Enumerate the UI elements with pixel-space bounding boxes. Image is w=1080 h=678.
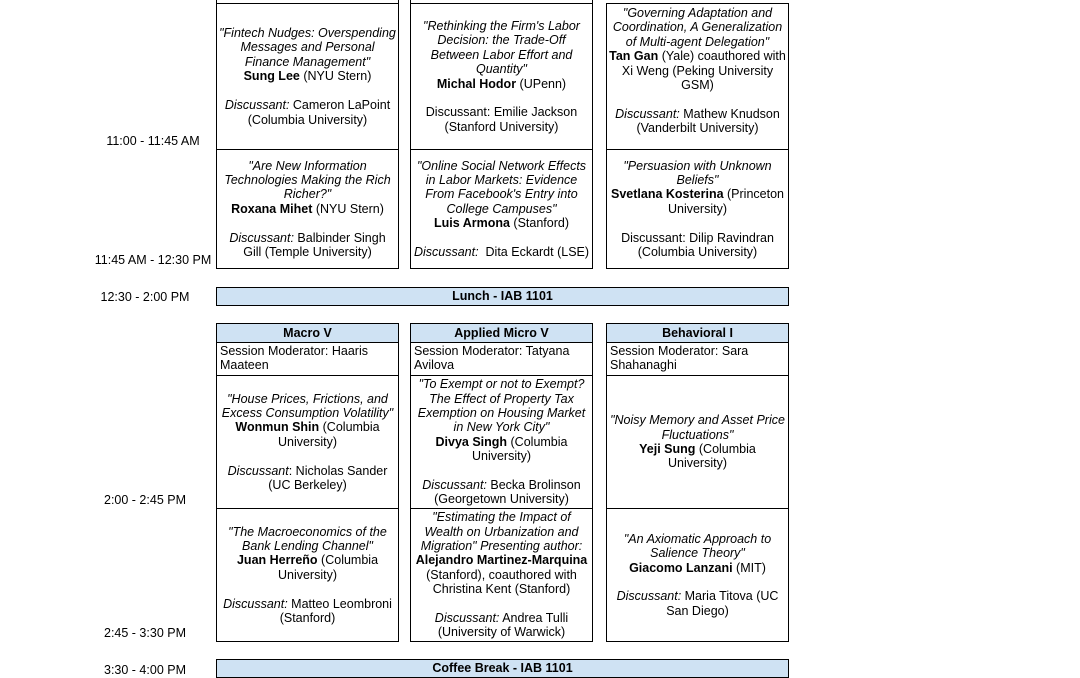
time-label: 2:00 - 2:45 PM	[104, 493, 186, 507]
discussant: Discussant: Matteo Leombroni (Stanford)	[223, 596, 392, 625]
discussant: Discussant: Cameron LaPoint (Columbia University)	[224, 98, 391, 127]
discussant: Discussant: Emilie Jackson (Stanford University)	[425, 105, 578, 134]
time-label: 11:45 AM - 12:30 PM	[94, 253, 212, 267]
paper-title: "Noisy Memory and Asset Price Fluctuations"	[610, 413, 785, 442]
paper-title: "Online Social Network Effects in Labor Markets: Evidence From Facebook's Entry into College Campuses"	[416, 158, 587, 216]
discussant: Discussant: Mathew Knudson (Vanderbilt University)	[615, 106, 780, 136]
session-cell	[606, 375, 789, 509]
session-moderator: Session Moderator: Haaris Maateen	[216, 342, 399, 376]
coffee-banner: Coffee Break - IAB 1101	[216, 659, 789, 678]
session-cell	[216, 149, 399, 269]
session-cell	[606, 508, 789, 642]
session-cell	[410, 149, 593, 269]
paper-author: Svetlana Kosterina (Princeton University)	[611, 187, 784, 216]
time-label: 2:45 - 3:30 PM	[104, 626, 186, 640]
session-cell	[216, 375, 399, 509]
paper-title: "Governing Adaptation and Coordination, A Generalization of Multi-agent Delegation"	[612, 6, 783, 49]
session-header: Applied Micro V	[410, 323, 593, 343]
paper-title: "An Axiomatic Approach to Salience Theory"	[623, 531, 772, 561]
paper-author: Divya Singh (Columbia University)	[435, 434, 568, 464]
paper-author: Tan Gan (Yale) coauthored with Xi Weng (Peking University GSM)	[609, 49, 786, 93]
paper-author: Juan Herreño (Columbia University)	[236, 553, 379, 582]
session-header: Behavioral I	[606, 323, 789, 343]
session-cell	[410, 508, 593, 642]
paper-title: "The Macroeconomics of the Bank Lending Channel"	[228, 524, 387, 553]
time-label: 12:30 - 2:00 PM	[100, 290, 190, 304]
paper-title: "To Exempt or not to Exempt? The Effect of Property Tax Exemption on Housing Market in New York City"	[417, 377, 586, 435]
paper-title: "Rethinking the Firm's Labor Decision: the Trade-Off Between Labor Effort and Quantity"	[423, 18, 580, 77]
discussant: Discussant: Dita Eckardt (LSE)	[413, 245, 590, 259]
time-label: 11:00 - 11:45 AM	[106, 134, 200, 148]
session-cell	[606, 3, 789, 150]
discussant: Discussant: Becka Brolinson (Georgetown University)	[422, 478, 581, 507]
paper-title: "House Prices, Frictions, and Excess Consumption Volatility"	[221, 391, 394, 420]
paper-author: Yeji Sung (Columbia University)	[639, 442, 756, 471]
session-moderator: Session Moderator: Sara Shahanaghi	[606, 342, 789, 376]
discussant: Discussant: Nicholas Sander (UC Berkeley)	[227, 463, 388, 492]
discussant: Discussant: Andrea Tulli (University of Warwick)	[434, 611, 569, 640]
session-cell	[606, 149, 789, 269]
session-cell	[216, 508, 399, 642]
discussant: Discussant: Maria Titova (UC San Diego)	[616, 589, 779, 618]
paper-title: "Persuasion with Unknown Beliefs"	[623, 158, 772, 187]
discussant: Discussant: Balbinder Singh Gill (Temple University)	[229, 230, 386, 259]
time-label: 3:30 - 4:00 PM	[104, 663, 186, 677]
discussant: Discussant: Dilip Ravindran (Columbia University)	[621, 230, 774, 259]
paper-author: Alejandro Martinez-Marquina (Stanford), coauthored with Christina Kent (Stanford)	[415, 553, 588, 597]
lunch-banner: Lunch - IAB 1101	[216, 287, 789, 306]
paper-title: "Estimating the Impact of Wealth on Urbanization and Migration" Presenting author:	[420, 510, 583, 553]
paper-author: Giacomo Lanzani (MIT)	[629, 560, 766, 575]
paper-author: Sung Lee (NYU Stern)	[243, 69, 372, 84]
paper-author: Luis Armona (Stanford)	[434, 216, 569, 231]
session-header: Macro V	[216, 323, 399, 343]
session-cell	[410, 3, 593, 150]
session-cell	[410, 375, 593, 509]
paper-author: Michal Hodor (UPenn)	[436, 76, 567, 91]
paper-author: Roxana Mihet (NYU Stern)	[231, 201, 384, 216]
session-cell	[216, 3, 399, 150]
session-moderator: Session Moderator: Tatyana Avilova	[410, 342, 593, 376]
paper-title: "Are New Information Technologies Making the Rich Richer?"	[224, 158, 391, 202]
paper-author: Wonmun Shin (Columbia University)	[235, 420, 380, 449]
paper-title: "Fintech Nudges: Overspending Messages and Personal Finance Management"	[219, 26, 396, 69]
